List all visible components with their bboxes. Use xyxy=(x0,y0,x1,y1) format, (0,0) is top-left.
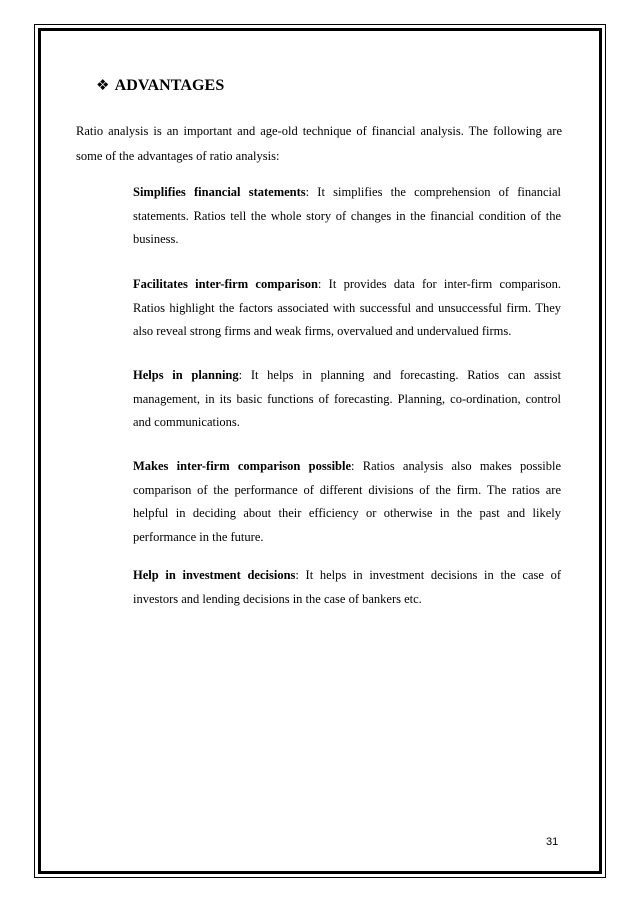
section-heading-title: ADVANTAGES xyxy=(114,77,225,94)
page-number: 31 xyxy=(546,836,559,848)
section-heading xyxy=(96,76,224,95)
advantage-item-title: Makes inter-firm comparison possible xyxy=(133,459,352,473)
advantage-item-title: Simplifies financial statements xyxy=(133,185,306,199)
advantage-item-title: Help in investment decisions xyxy=(133,568,296,582)
advantage-item xyxy=(133,364,561,435)
advantage-item-text: : It helps in planning and forecasting. Ratios can assist management, in its basic functions of forecasting. Planning, co-ordination, control and communications. xyxy=(133,368,561,429)
advantage-item xyxy=(133,181,561,252)
advantage-item-title: Helps in planning xyxy=(133,368,239,382)
intro-paragraph: Ratio analysis is an important and age-old technique of financial analysis. The following are some of the advantages of ratio analysis: xyxy=(76,124,562,163)
advantage-item-text: : Ratios analysis also makes possible comparison of the performance of different divisions of the firm. The ratios are helpful in deciding about their efficiency or otherwise in the past and likely performance in the future. xyxy=(133,459,561,544)
advantage-item xyxy=(133,273,561,344)
advantage-item-text: : It helps in investment decisions in the case of investors and lending decisions in the case of bankers etc. xyxy=(133,568,561,606)
advantage-item-text: : It simplifies the comprehension of financial statements. Ratios tell the whole story of changes in the financial condition of the business. xyxy=(133,185,561,246)
diamond-bullet-icon: ❖ xyxy=(96,76,110,94)
advantage-item-title: Facilitates inter-firm comparison xyxy=(133,277,318,291)
advantage-item xyxy=(133,455,561,549)
advantage-item-text: : It provides data for inter-firm comparison. Ratios highlight the factors associated with successful and unsuccessful firm. They also reveal strong firms and weak firms, overvalued and undervalued firms. xyxy=(133,277,561,338)
advantage-item xyxy=(133,564,561,611)
